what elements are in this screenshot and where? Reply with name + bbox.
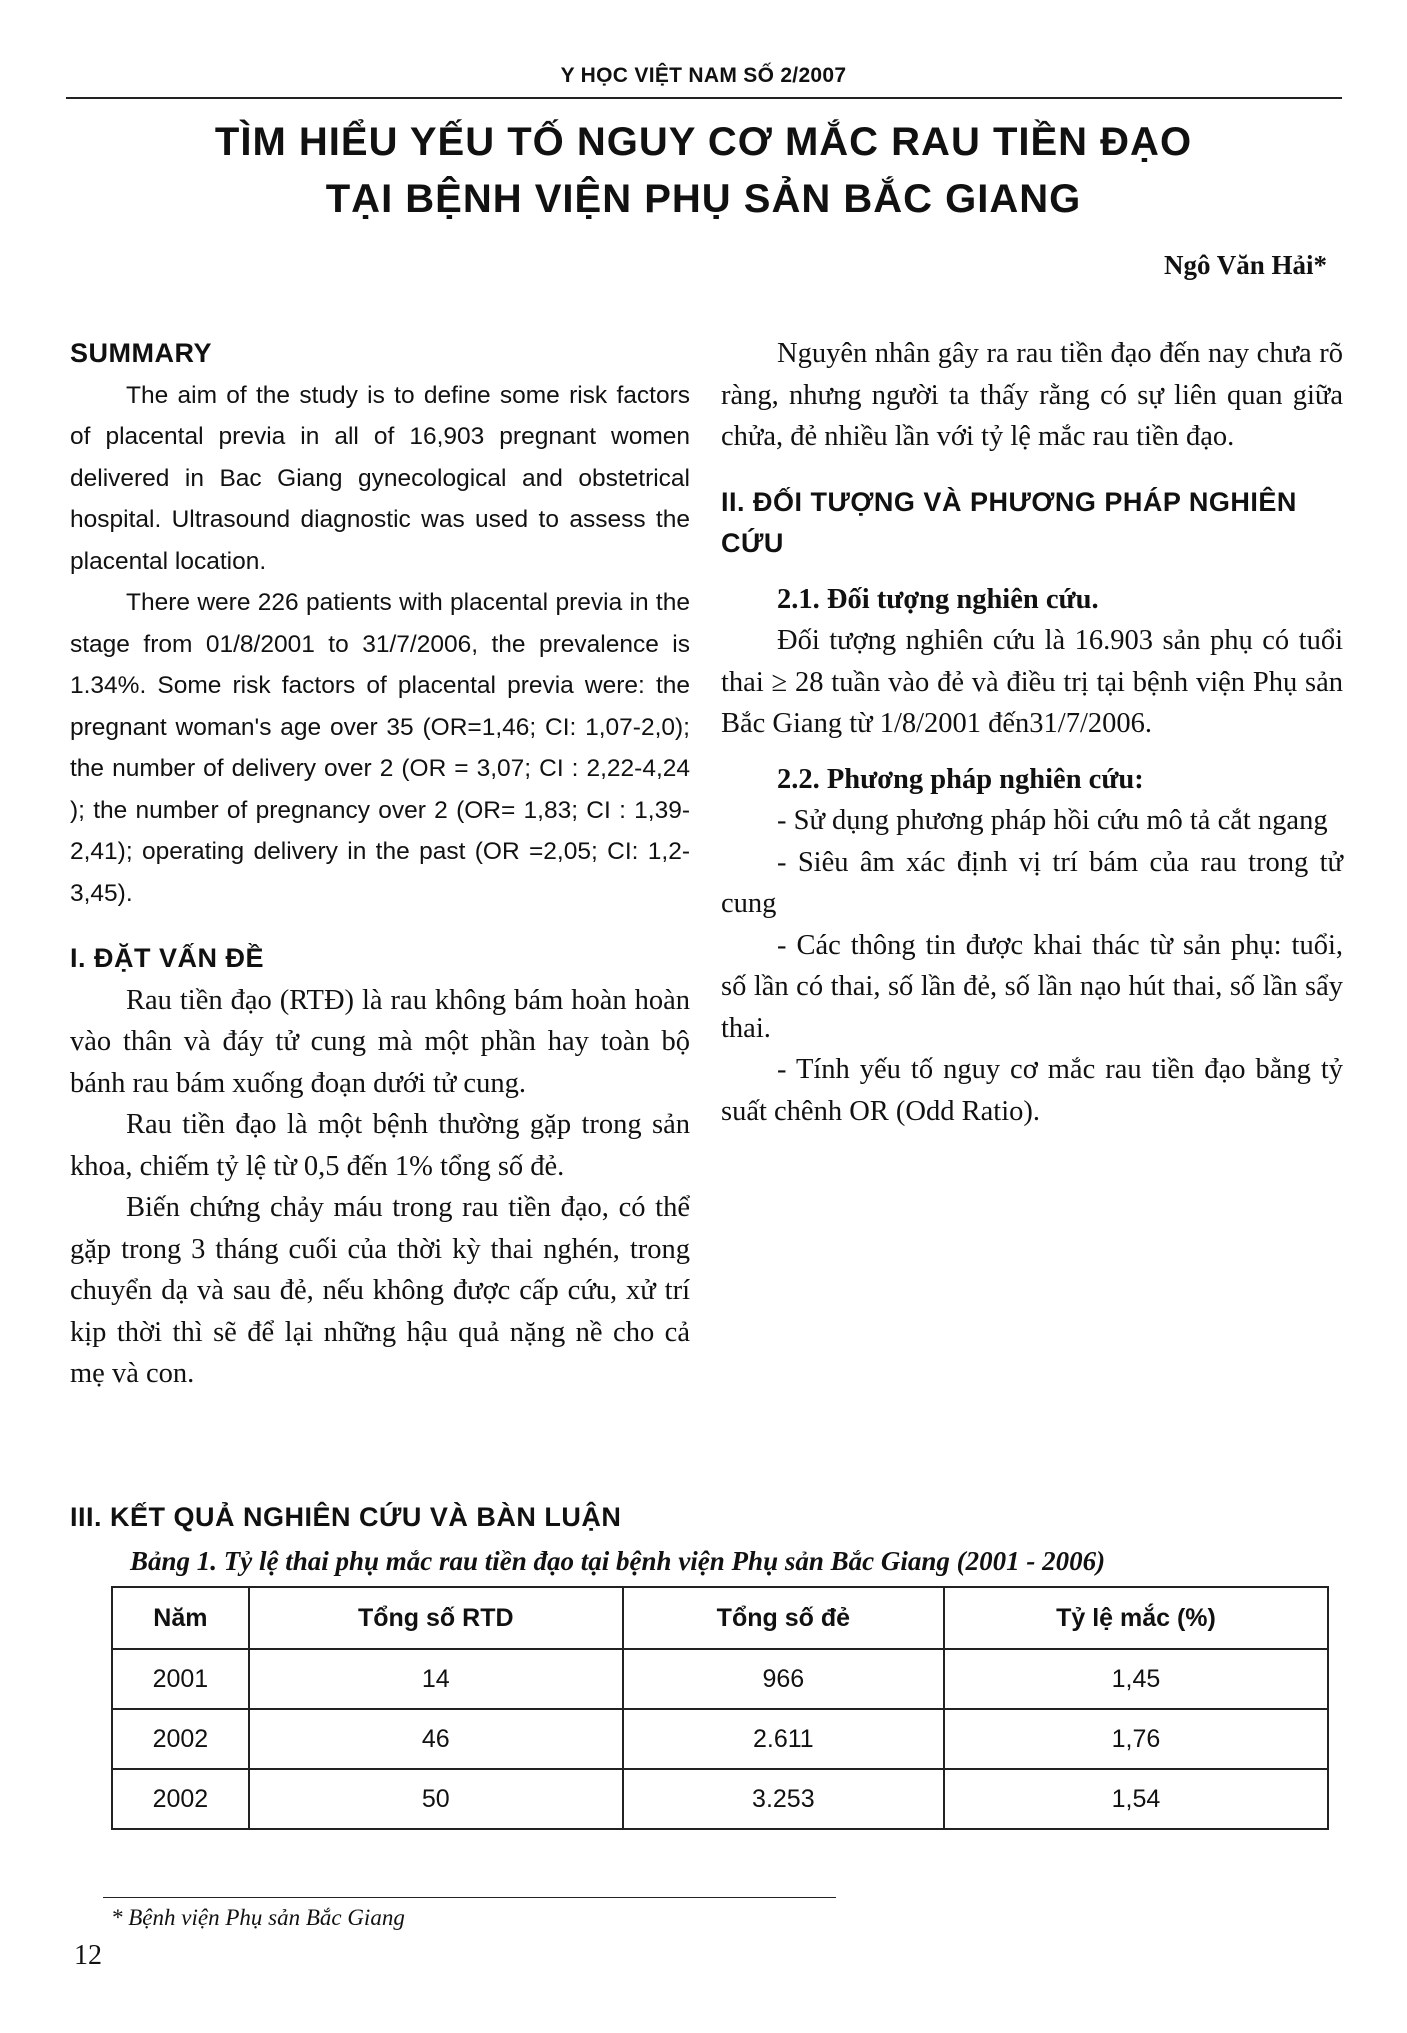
table-header-cell: Tổng số đẻ bbox=[623, 1587, 944, 1649]
table-cell: 46 bbox=[249, 1709, 623, 1769]
method-item: - Sử dụng phương pháp hồi cứu mô tả cắt ngang bbox=[777, 805, 1328, 836]
table-cell: 50 bbox=[249, 1769, 623, 1829]
left-column bbox=[70, 333, 690, 1395]
method-item: - Các thông tin được khai thác từ sản phụ: tuổi, số lần có thai, số lần đẻ, số lần nạo hút thai, số lần sẩy thai. bbox=[721, 929, 1343, 1044]
footnote-rule bbox=[103, 1897, 836, 1898]
section-1-continued bbox=[721, 333, 1343, 458]
table-header-cell: Tổng số RTD bbox=[249, 1587, 623, 1649]
table-header-cell: Năm bbox=[112, 1587, 249, 1649]
subsection-2-1-heading: 2.1. Đối tượng nghiên cứu. bbox=[777, 583, 1099, 615]
subsection-2-2-heading: 2.2. Phương pháp nghiên cứu: bbox=[777, 763, 1144, 795]
header-rule bbox=[66, 97, 1342, 99]
table-cell: 14 bbox=[249, 1649, 623, 1709]
table-cell: 3.253 bbox=[623, 1769, 944, 1829]
table-header-row bbox=[112, 1587, 1328, 1649]
table-cell: 1,45 bbox=[944, 1649, 1328, 1709]
results-table bbox=[111, 1586, 1329, 1830]
right-column bbox=[721, 333, 1343, 1132]
table-row bbox=[112, 1649, 1328, 1709]
method-item: - Tính yếu tố nguy cơ mắc rau tiền đạo bằng tỷ suất chênh OR (Odd Ratio). bbox=[721, 1054, 1343, 1127]
table-cell: 1,76 bbox=[944, 1709, 1328, 1769]
method-item: - Siêu âm xác định vị trí bám của rau trong tử cung bbox=[721, 846, 1343, 919]
section-1-body bbox=[70, 980, 690, 1395]
table-cell: 2001 bbox=[112, 1649, 249, 1709]
table-cell: 2.611 bbox=[623, 1709, 944, 1769]
table-cell: 2002 bbox=[112, 1709, 249, 1769]
author-name: Ngô Văn Hải* bbox=[1163, 250, 1327, 280]
section-1-heading: I. ĐẶT VẤN ĐỀ bbox=[70, 943, 265, 973]
table-row bbox=[112, 1769, 1328, 1829]
body-paragraph: Rau tiền đạo (RTĐ) là rau không bám hoàn hoàn vào thân và đáy tử cung mà một phần hay toàn bộ bánh rau bám xuống đoạn dưới tử cung. bbox=[70, 984, 690, 1099]
body-paragraph: Nguyên nhân gây ra rau tiền đạo đến nay chưa rõ ràng, nhưng người ta thấy rằng có sự liên quan giữa chửa, đẻ nhiều lần với tỷ lệ mắc rau tiền đạo. bbox=[721, 338, 1343, 452]
body-paragraph: Rau tiền đạo là một bệnh thường gặp trong sản khoa, chiếm tỷ lệ từ 0,5 đến 1% tổng số đẻ. bbox=[70, 1109, 690, 1182]
article-title-line-1: TÌM HIỂU YẾU TỐ NGUY CƠ MẮC RAU TIỀN ĐẠO bbox=[214, 120, 1193, 164]
summary-body bbox=[70, 375, 690, 915]
body-paragraph: Biến chứng chảy máu trong rau tiền đạo, có thể gặp trong 3 tháng cuối của thời kỳ thai nghén, trong chuyển dạ và sau đẻ, nếu không được cấp cứu, xử trí kịp thời thì sẽ để lại những hậu quả nặng nề cho cả mẹ và con. bbox=[70, 1192, 690, 1389]
article-title-line-2: TẠI BỆNH VIỆN PHỤ SẢN BẮC GIANG bbox=[325, 177, 1082, 221]
table-cell: 2002 bbox=[112, 1769, 249, 1829]
table-header-cell: Tỷ lệ mắc (%) bbox=[944, 1587, 1328, 1649]
table-row bbox=[112, 1709, 1328, 1769]
summary-heading: SUMMARY bbox=[70, 338, 212, 368]
table-cell: 1,54 bbox=[944, 1769, 1328, 1829]
page-number: 12 bbox=[74, 1940, 102, 1971]
summary-paragraph: The aim of the study is to define some risk factors of placental previa in all of 16,903 pregnant women delivered in Bac Giang gynecological and obstetrical hospital. Ultrasound diagnostic was used to assess the placental location. bbox=[70, 381, 690, 575]
section-2-heading: II. ĐỐI TƯỢNG VÀ PHƯƠNG PHÁP NGHIÊN CỨU bbox=[721, 486, 1297, 558]
section-3-heading: III. KẾT QUẢ NGHIÊN CỨU VÀ BÀN LUẬN bbox=[70, 1502, 622, 1532]
footnote: * Bệnh viện Phụ sản Bắc Giang bbox=[111, 1905, 405, 1930]
running-head: Y HỌC VIỆT NAM SỐ 2/2007 bbox=[560, 64, 847, 87]
table-caption: Bảng 1. Tỷ lệ thai phụ mắc rau tiền đạo tại bệnh viện Phụ sản Bắc Giang (2001 - 2006) bbox=[130, 1546, 1106, 1576]
table-cell: 966 bbox=[623, 1649, 944, 1709]
section-2-body bbox=[721, 579, 1343, 1133]
body-paragraph: Đối tượng nghiên cứu là 16.903 sản phụ có tuổi thai ≥ 28 tuần vào đẻ và điều trị tại bệnh viện Phụ sản Bắc Giang từ 1/8/2001 đến31/7/2006. bbox=[721, 625, 1343, 739]
summary-paragraph: There were 226 patients with placental previa in the stage from 01/8/2001 to 31/7/2006, the prevalence is 1.34%. Some risk factors of placental previa were: the pregnant woman's age over 35 (OR=1,46; CI: 1,07-2,0); the number of delivery over 2 (OR = 3,07; CI : 2,22-4,24 ); the number of pregnancy over 2 (OR= 1,83; CI : 1,39-2,41); operating delivery in the past (OR =2,05; CI: 1,2-3,45). bbox=[70, 589, 690, 907]
